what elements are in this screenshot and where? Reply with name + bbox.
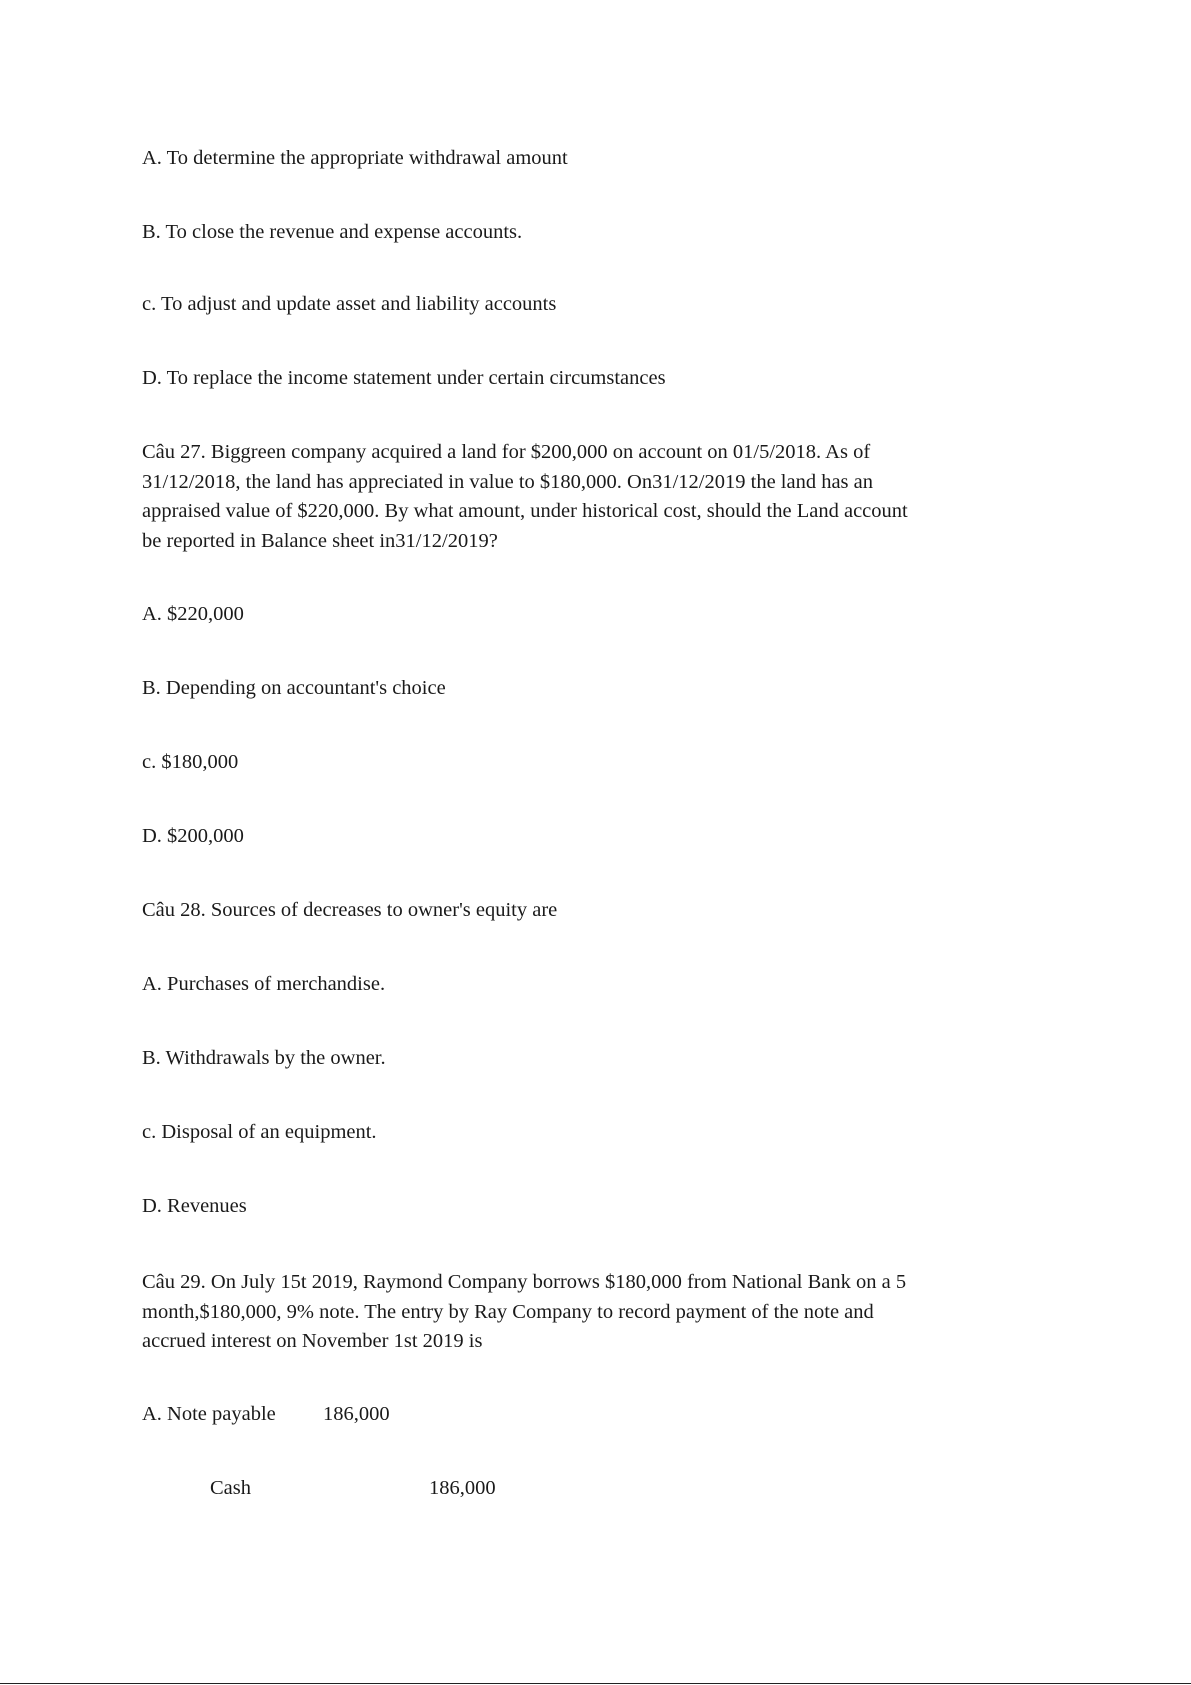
q28-question: Câu 28. Sources of decreases to owner's equity are	[142, 899, 558, 921]
q28-option-c: c. Disposal of an equipment.	[142, 1121, 377, 1143]
q26-option-a: A. To determine the appropriate withdrawal amount	[142, 147, 568, 169]
q26-option-b: B. To close the revenue and expense accounts.	[142, 221, 523, 243]
q29-question: Câu 29. On July 15t 2019, Raymond Company borrows $180,000 from National Bank on a 5 month,$180,000, 9% note. The entry by Ray Company to record payment of the note and accrued interest on November 1st 2019 is	[142, 1271, 907, 1352]
q27-option-c: c. $180,000	[142, 751, 239, 773]
q26-option-c: c. To adjust and update asset and liability accounts	[142, 293, 557, 315]
q28-option-d: D. Revenues	[142, 1195, 247, 1217]
q27-question: Câu 27. Biggreen company acquired a land for $200,000 on account on 01/5/2018. As of 31/12/2018, the land has appreciated in value to $180,000. On31/12/2019 the land has an appraised value of $220,000. By what amount, under historical cost, should the Land account be reported in Balance sheet in31/12/2019?	[142, 441, 908, 552]
q28-option-a: A. Purchases of merchandise.	[142, 973, 386, 995]
page-bottom-rule	[0, 1683, 1191, 1684]
q29-option-a-credit-amount: 186,000	[429, 1477, 496, 1499]
q27-option-d: D. $200,000	[142, 825, 244, 847]
q29-option-a-debit-amount: 186,000	[323, 1403, 390, 1425]
q27-option-a: A. $220,000	[142, 603, 244, 625]
q26-option-d: D. To replace the income statement under certain circumstances	[142, 367, 666, 389]
q28-option-b: B. Withdrawals by the owner.	[142, 1047, 386, 1069]
q29-option-a-label: A. Note payable	[142, 1403, 276, 1425]
q29-option-a-credit-account: Cash	[210, 1477, 251, 1499]
q27-option-b: B. Depending on accountant's choice	[142, 677, 446, 699]
